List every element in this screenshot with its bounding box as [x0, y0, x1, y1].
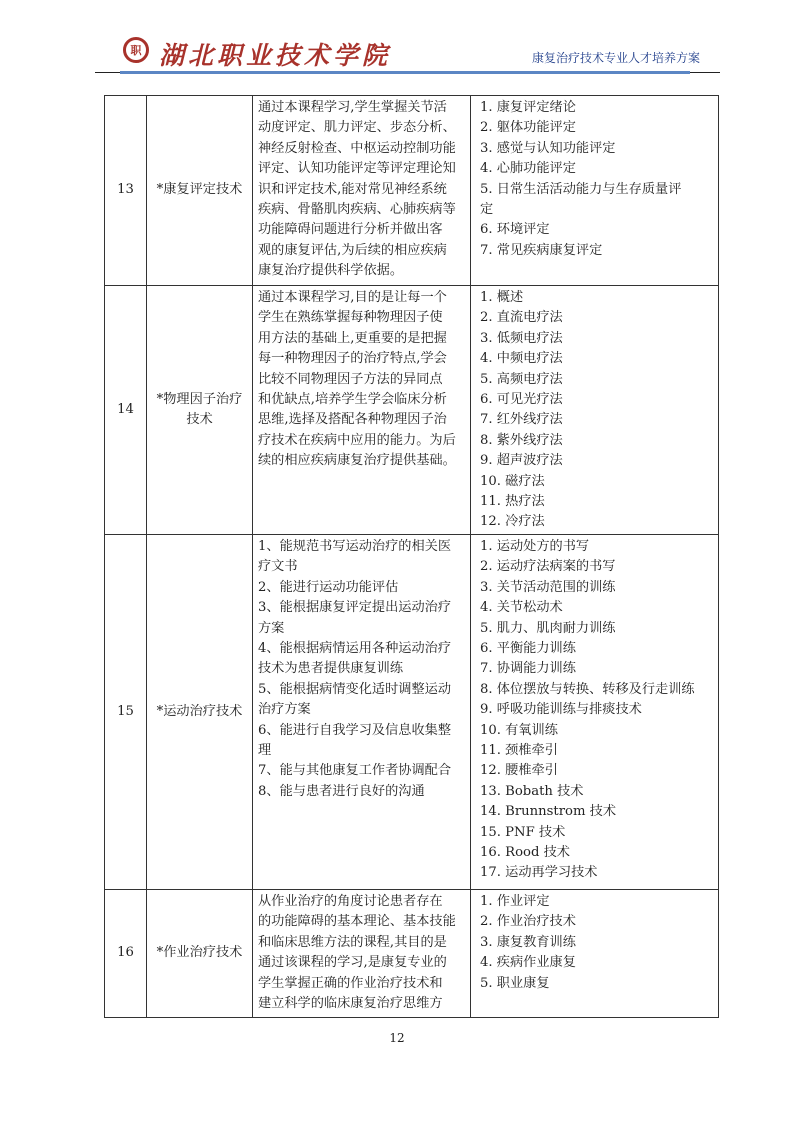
description-line: 3、能根据康复评定提出运动治疗: [258, 600, 452, 616]
description-line: 7、能与其他康复工作者协调配合: [258, 763, 452, 779]
description-line: 评定、认知功能评定等评定理论知: [258, 161, 456, 177]
content-item: 7. 常见疾病康复评定: [480, 242, 603, 258]
description-line: 疗技术在疾病中应用的能力。为后: [258, 432, 456, 448]
content-item: 17. 运动再学习技术: [480, 865, 598, 881]
content-item: 定: [480, 202, 494, 218]
description-line: 学生在熟练掌握每种物理因子使: [258, 310, 443, 326]
course-name: *康复评定技术: [147, 96, 253, 286]
content-item: 1. 运动处方的书写: [480, 538, 590, 554]
course-number: 15: [105, 534, 147, 889]
description-line: 识和评定技术,能对常见神经系统: [258, 181, 447, 197]
description-line: 疾病、骨骼肌肉疾病、心肺疾病等: [258, 202, 456, 218]
course-name: *作业治疗技术: [147, 889, 253, 1017]
course-number: 13: [105, 96, 147, 286]
description-line: 8、能与患者进行良好的沟通: [258, 783, 425, 799]
description-line: 比较不同物理因子方法的异同点: [258, 371, 443, 387]
content-item: 6. 可见光疗法: [480, 392, 563, 408]
content-item: 8. 体位摆放与转换、转移及行走训练: [480, 681, 695, 697]
course-number: 16: [105, 889, 147, 1017]
table-row: [105, 96, 719, 286]
description-line: 功能障碍问题进行分析并做出客: [258, 222, 443, 238]
course-table: [104, 95, 719, 1018]
course-name: *物理因子治疗技术: [147, 286, 253, 535]
content-item: 14. Brunnstrom 技术: [480, 804, 617, 820]
description-line: 技术为患者提供康复训练: [258, 661, 404, 677]
description-line: 通过该课程的学习,是康复专业的: [258, 955, 447, 971]
content-item: 10. 磁疗法: [480, 473, 545, 489]
course-description: [253, 96, 471, 286]
content-item: 5. 肌力、肌肉耐力训练: [480, 620, 616, 636]
description-line: 4、能根据病情运用各种运动治疗: [258, 640, 452, 656]
description-line: 通过本课程学习,学生掌握关节活: [258, 100, 447, 115]
content-item: 6. 平衡能力训练: [480, 640, 576, 656]
content-item: 13. Bobath 技术: [480, 783, 584, 799]
page-header: [95, 32, 720, 76]
course-description: [253, 286, 471, 535]
page-number: 12: [389, 1031, 405, 1045]
course-description: [253, 534, 471, 889]
content-item: 2. 躯体功能评定: [480, 120, 576, 136]
content-item: 3. 关节活动范围的训练: [480, 579, 616, 595]
content-item: 1. 作业评定: [480, 893, 550, 909]
description-line: 理: [258, 742, 272, 758]
content-item: 2. 直流电疗法: [480, 310, 563, 326]
description-line: 学生掌握正确的作业治疗技术和: [258, 975, 443, 991]
course-contents: [471, 96, 719, 286]
content-item: 7. 协调能力训练: [480, 661, 576, 677]
description-line: 用方法的基础上,更重要的是把握: [258, 330, 447, 346]
description-line: 1、能规范书写运动治疗的相关医: [258, 538, 452, 554]
content-item: 8. 紫外线疗法: [480, 432, 563, 448]
content-item: 10. 有氧训练: [480, 722, 558, 738]
description-line: 的功能障碍的基本理论、基本技能: [258, 914, 456, 930]
content-item: 11. 热疗法: [480, 494, 545, 510]
description-line: 疗文书: [258, 559, 298, 575]
content-item: 9. 呼吸功能训练与排痰技术: [480, 702, 642, 718]
table-row: [105, 534, 719, 889]
description-line: 方案: [258, 620, 285, 636]
content-item: 15. PNF 技术: [480, 824, 566, 840]
document-title: 康复治疗技术专业人才培养方案: [531, 51, 700, 65]
content-item: 1. 概述: [480, 290, 524, 305]
school-name: 湖北职业技术学院: [159, 41, 392, 70]
content-item: 12. 冷疗法: [480, 514, 545, 530]
course-contents: [471, 534, 719, 889]
description-line: 6、能进行自我学习及信息收集整: [258, 722, 452, 738]
course-contents: [471, 286, 719, 535]
course-contents: [471, 889, 719, 1017]
course-name: *运动治疗技术: [147, 534, 253, 889]
description-line: 5、能根据病情变化适时调整运动: [258, 681, 452, 697]
content-item: 4. 中频电疗法: [480, 351, 563, 367]
description-line: 每一种物理因子的治疗特点,学会: [258, 351, 447, 367]
table-row: [105, 889, 719, 1017]
description-line: 和临床思维方法的课程,其目的是: [258, 934, 447, 950]
content-item: 3. 康复教育训练: [480, 934, 576, 950]
description-line: 2、能进行运动功能评估: [258, 579, 399, 595]
content-item: 3. 低频电疗法: [480, 330, 563, 346]
content-item: 5. 日常生活活动能力与生存质量评: [480, 181, 682, 197]
header-rule-accent: [120, 71, 690, 74]
description-line: 神经反射检查、中枢运动控制功能: [258, 140, 456, 156]
content-item: 3. 感觉与认知功能评定: [480, 140, 616, 156]
description-line: 康复治疗提供科学依据。: [258, 263, 404, 279]
content-item: 2. 运动疗法病案的书写: [480, 559, 616, 575]
description-line: 和优缺点,培养学生学会临床分析: [258, 392, 447, 408]
content-item: 4. 关节松动术: [480, 600, 563, 616]
description-line: 思维,选择及搭配各种物理因子治: [258, 412, 447, 428]
table-row: [105, 286, 719, 535]
content-item: 5. 高频电疗法: [480, 371, 563, 387]
content-item: 11. 颈椎牵引: [480, 742, 558, 758]
description-line: 观的康复评估,为后续的相应疾病: [258, 242, 447, 258]
description-line: 动度评定、肌力评定、步态分析、: [258, 120, 456, 136]
content-item: 5. 职业康复: [480, 975, 550, 991]
content-item: 12. 腰椎牵引: [480, 763, 558, 779]
content-item: 6. 环境评定: [480, 222, 550, 238]
content-item: 2. 作业治疗技术: [480, 914, 576, 930]
description-line: 建立科学的临床康复治疗思维方: [258, 995, 443, 1011]
description-line: 通过本课程学习,目的是让每一个: [258, 290, 447, 305]
content-item: 16. Rood 技术: [480, 844, 570, 860]
content-item: 9. 超声波疗法: [480, 453, 563, 469]
content-item: 4. 心肺功能评定: [480, 161, 576, 177]
course-number: 14: [105, 286, 147, 535]
content-item: 4. 疾病作业康复: [480, 955, 576, 971]
content-item: 7. 红外线疗法: [480, 412, 563, 428]
description-line: 续的相应疾病康复治疗提供基础。: [258, 453, 456, 469]
content-item: 1. 康复评定绪论: [480, 100, 576, 115]
description-line: 从作业治疗的角度讨论患者存在: [258, 893, 443, 909]
description-line: 治疗方案: [258, 702, 311, 718]
school-logo-icon: 职: [123, 37, 149, 63]
course-description: [253, 889, 471, 1017]
